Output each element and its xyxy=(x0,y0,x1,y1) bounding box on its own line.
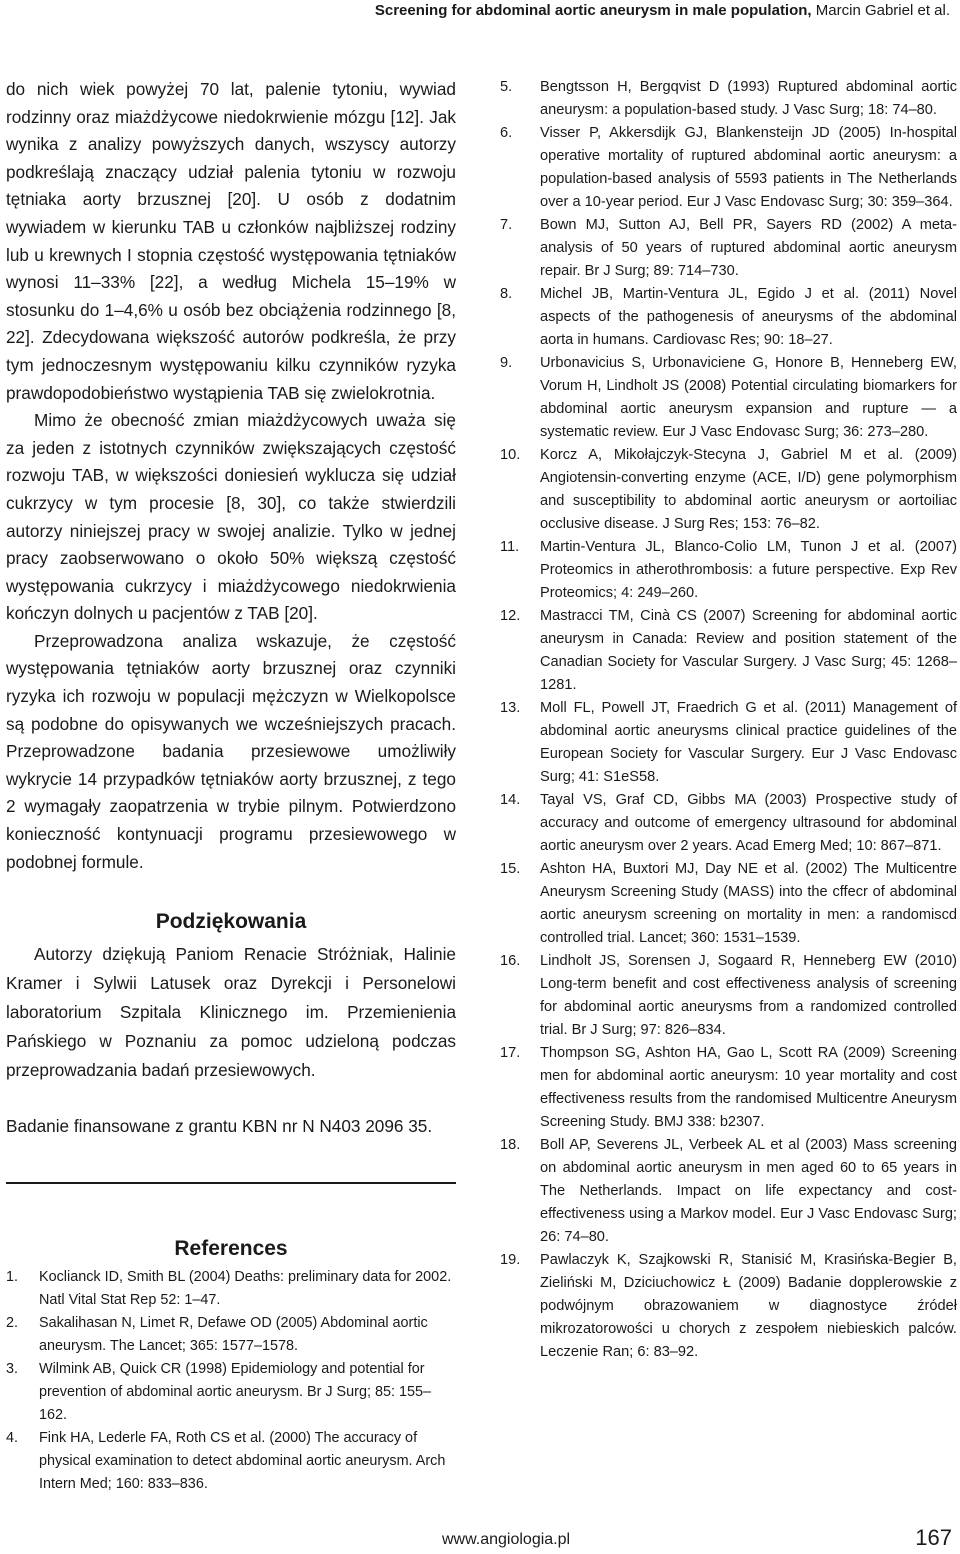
reference-item xyxy=(500,444,957,536)
reference-text: Lindholt JS, Sorensen J, Sogaard R, Henneberg EW (2010) Long-term benefit and cost effectiveness analysis of screening for abdominal aortic aneurysms from a randomized controlled trial. Br J Surg; 97: 826–834. xyxy=(540,953,957,1038)
reference-item xyxy=(500,1042,957,1134)
reference-number: 7. xyxy=(500,217,513,233)
reference-item xyxy=(500,352,957,444)
reference-number: 19. xyxy=(500,1252,521,1268)
reference-item xyxy=(500,605,957,697)
reference-text: Wilmink AB, Quick CR (1998) Epidemiology and potential for prevention of abdominal aortic aneurysm. Br J Surg; 85: 155–162. xyxy=(39,1361,431,1424)
reference-item xyxy=(500,697,957,789)
reference-number: 3. xyxy=(6,1361,19,1378)
reference-number: 8. xyxy=(500,286,513,302)
reference-number: 11. xyxy=(500,539,520,555)
body-paragraph: Mimo że obecność zmian miażdżycowych uważa się za jeden z istotnych czynników zwiększających częstość rozwoju TAB, w większości doniesień wyklucza się udział cukrzycy w tym procesie [8, 30], co także stwierdzili autorzy niniejszej pracy w swojej analizie. Tylko w jednej pracy zaobserwowano o około 50% większą częstość występowania cukrzycy i miażdżycowego niedokrwienia kończyn dolnych u pacjentów z TAB [20]. xyxy=(6,410,456,624)
reference-item xyxy=(500,1134,957,1249)
reference-text: Michel JB, Martin-Ventura JL, Egido J et al. (2011) Novel aspects of the pathogenesis of aneurysms of the abdominal aorta in humans. Cardiovasc Res; 90: 18–27. xyxy=(540,286,957,348)
right-column xyxy=(500,76,957,1364)
grant-note: Badanie finansowane z grantu KBN nr N N403 2096 35. xyxy=(6,1116,433,1137)
reference-number: 2. xyxy=(6,1315,19,1332)
reference-text: Mastracci TM, Cinà CS (2007) Screening for abdominal aortic aneurysm in Canada: Review and position statement of the Canadian Society for Vascular Surgery. J Vasc Surg; 45: 1268–1281. xyxy=(540,608,957,693)
running-header xyxy=(0,0,960,28)
reference-number: 17. xyxy=(500,1045,521,1061)
reference-text: Fink HA, Lederle FA, Roth CS et al. (2000) The accuracy of physical examination to detect abdominal aortic aneurysm. Arch Intern Med; 160: 833–836. xyxy=(39,1430,446,1493)
references-list-left xyxy=(6,1266,456,1496)
reference-text: Pawlaczyk K, Szajkowski R, Stanisić M, Krasińska-Begier B, Zieliński M, Dziciuchowicz Ł (2009) Badanie dopplerowskie z podwójnym obrazowaniem w diagnostyce źródeł mikrozatorowości u chorych z zespołem niebieskich palców. Leczenie Ran; 6: 83–92. xyxy=(540,1252,957,1360)
reference-item xyxy=(500,1249,957,1364)
reference-number: 1. xyxy=(6,1269,19,1286)
reference-item xyxy=(6,1266,456,1312)
reference-item xyxy=(500,122,957,214)
reference-item xyxy=(6,1358,456,1427)
reference-number: 9. xyxy=(500,355,513,371)
header-authors: Marcin Gabriel et al. xyxy=(815,2,950,19)
body-paragraph: do nich wiek powyżej 70 lat, palenie tytoniu, wywiad rodzinny oraz miażdżycowe niedokrwienie mózgu [12]. Jak wynika z analizy powyższych danych, wszyscy autorzy podkreślają znaczący udział palenia tytoniu w rozwoju tętniaka aorty brzusznej [20]. U osób z dodatnim wywiadem w kierunku TAB u członków najbliższej rodziny lub u krewnych I stopnia częstość występowania tętniaków wynosi 11–33% [22], a według Michela 15–19% w stosunku do 1–4,6% u osób bez obciążenia rodzinnego [8, 22]. Zdecydowana większość autorów podkreśla, że przy tym jednoczesnym występowaniu kilku czynników ryzyka prawdopodobieństwo wystąpienia TAB się zwielokrotnia. xyxy=(6,79,456,403)
reference-text: Koclianck ID, Smith BL (2004) Deaths: preliminary data for 2002. Natl Vital Stat Rep 52: 1–47. xyxy=(39,1269,452,1309)
reference-text: Moll FL, Powell JT, Fraedrich G et al. (2011) Management of abdominal aortic aneurysms clinical practice guidelines of the European Society for Vascular Surgery. Eur J Vasc Endovasc Surg; 41: S1eS58. xyxy=(540,700,957,785)
footer-url[interactable]: www.angiologia.pl xyxy=(442,1531,571,1548)
reference-item xyxy=(6,1312,456,1358)
header-title: Screening for abdominal aortic aneurysm in male population, xyxy=(374,2,812,19)
reference-text: Sakalihasan N, Limet R, Defawe OD (2005) Abdominal aortic aneurysm. The Lancet; 365: 1577–1578. xyxy=(39,1315,428,1355)
reference-item xyxy=(500,214,957,283)
reference-item xyxy=(500,283,957,352)
reference-item xyxy=(500,950,957,1042)
reference-number: 15. xyxy=(500,861,521,877)
left-column xyxy=(6,76,456,1496)
references-list-right xyxy=(500,76,957,1364)
reference-text: Korcz A, Mikołajczyk-Stecyna J, Gabriel M et al. (2009) Angiotensin-converting enzyme (ACE, I/D) gene polymorphism and susceptibility to abdominal aortic aneurysm or aortoiliac occlusive disease. J Surg Res; 153: 76–82. xyxy=(540,447,957,532)
reference-text: Bown MJ, Sutton AJ, Bell PR, Sayers RD (2002) A meta-analysis of 50 years of ruptured abdominal aortic aneurysm repair. Br J Surg; 89: 714–730. xyxy=(540,217,957,279)
reference-text: Martin-Ventura JL, Blanco-Colio LM, Tunon J et al. (2007) Proteomics in atherothrombosis: a future perspective. Exp Rev Proteomics; 4: 249–260. xyxy=(540,539,957,601)
section-divider xyxy=(6,1182,456,1184)
reference-number: 18. xyxy=(500,1137,521,1153)
body-paragraph: Przeprowadzona analiza wskazuje, że częstość występowania tętniaków aorty brzusznej oraz czynniki ryzyka ich rozwoju w populacji mężczyzn w Wielkopolsce są podobne do opisywanych we wcześniejszych pracach. Przeprowadzone badania przesiewowe umożliwiły wykrycie 14 przypadków tętniaków aorty brzusznej, z tego 2 wymagały zaopatrzenia w trybie pilnym. Potwierdzono konieczność kontynuacji programu przesiewowego w podobnej formule. xyxy=(6,630,456,872)
reference-number: 14. xyxy=(500,792,521,808)
reference-text: Ashton HA, Buxtori MJ, Day NE et al. (2002) The Multicentre Aneurysm Screening Study (MASS) into the cffecr of abdominal aortic aneurysm screening on mortality in men: a randomiscd controlled trial. Lancet; 360: 1531–1539. xyxy=(540,861,957,946)
acknowledgements-title: Podziękowania xyxy=(155,910,307,934)
reference-text: Bengtsson H, Bergqvist D (1993) Ruptured abdominal aortic aneurysm: a population-based study. J Vasc Surg; 18: 74–80. xyxy=(540,79,957,118)
reference-number: 4. xyxy=(6,1430,19,1447)
acknowledgements-text: Autorzy dziękują Paniom Renacie Stróżniak, Halinie Kramer i Sylwii Latusek oraz Dyrekcji i Personelowi laboratorium Szpitala Klinicznego im. Przemienienia Pańskiego w Poznaniu za pomoc udzieloną podczas przeprowadzania badań przesiewowych. xyxy=(6,944,456,1081)
reference-number: 10. xyxy=(500,447,521,463)
reference-item xyxy=(500,858,957,950)
reference-text: Urbonavicius S, Urbonaviciene G, Honore B, Henneberg EW, Vorum H, Lindholt JS (2008) Potential circulating biomarkers for abdominal aortic aneurysm expansion and rupture — a systematic review. Eur J Vasc Endovasc Surg; 36: 273–280. xyxy=(540,355,957,440)
reference-item xyxy=(500,536,957,605)
reference-text: Boll AP, Severens JL, Verbeek AL et al (2003) Mass screening on abdominal aortic aneurysm in men aged 60 to 65 years in The Netherlands. Impact on life expectancy and cost-effectiveness using a Markov model. Eur J Vasc Endovasc Surg; 26: 74–80. xyxy=(540,1137,957,1245)
reference-number: 16. xyxy=(500,953,521,969)
reference-item xyxy=(500,76,957,122)
reference-item xyxy=(6,1427,456,1496)
references-title: References xyxy=(174,1237,288,1261)
reference-text: Visser P, Akkersdijk GJ, Blankensteijn JD (2005) In-hospital operative mortality of ruptured abdominal aortic aneurysm: a population-based analysis of 5593 patients in The Netherlands over a 10-year period. Eur J Vasc Endovasc Surg; 30: 359–364. xyxy=(540,125,957,210)
reference-number: 5. xyxy=(500,79,513,95)
reference-text: Thompson SG, Ashton HA, Gao L, Scott RA (2009) Screening men for abdominal aortic aneurysm: 10 year mortality and cost effectiveness results from the randomised Multicentre Aneurysm Screening Study. BMJ 338: b2307. xyxy=(540,1045,957,1130)
reference-text: Tayal VS, Graf CD, Gibbs MA (2003) Prospective study of accuracy and outcome of emergency ultrasound for abdominal aortic aneurysm over 2 years. Acad Emerg Med; 10: 867–871. xyxy=(540,792,957,854)
reference-item xyxy=(500,789,957,858)
reference-number: 12. xyxy=(500,608,521,624)
reference-number: 13. xyxy=(500,700,521,716)
reference-number: 6. xyxy=(500,125,513,141)
page-number: 167 xyxy=(915,1525,952,1550)
